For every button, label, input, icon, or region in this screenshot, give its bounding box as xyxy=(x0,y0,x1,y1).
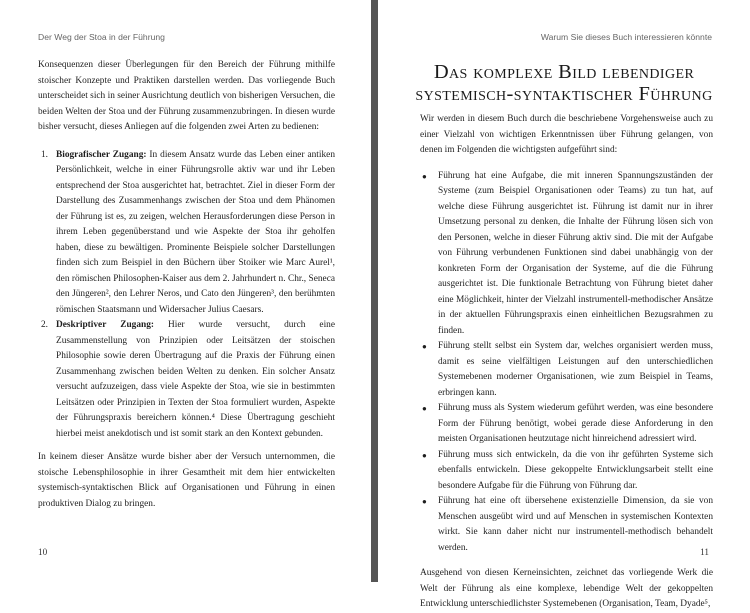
left-intro-paragraph: Konsequenzen dieser Überlegungen für den Bereich der Führung mithilfe stoischer Konzepte und Praktiken darstellen werden. Das vorliegende Buch unterscheidet sich in seiner Ausrichtung deutlich von bisherigen Versuchen, die beiden Welten der Stoa und der Führung zusammenzubringen. In diesen wurde bisher versucht, dieses Anliegen auf die folgenden zwei Arten zu bedienen: xyxy=(38,60,335,132)
bullet-icon: ● xyxy=(422,404,427,413)
chapter-title-line-1: Das komplexe Bild lebendiger xyxy=(433,61,695,83)
bullet-text: Führung muss sich entwickeln, da die von ihr geführten Systeme sich ebenfalls entwickeln. Diese gekoppelte Entwicklungsarbeit stellt eine besondere Aufgabe für die Führung von Führung dar. xyxy=(438,449,713,491)
left-closing-paragraph: In keinem dieser Ansätze wurde bisher aber der Versuch unternommen, die stoische Lebensphilosophie in ihrer Gesamtheit mit dem hier entwickelten systemisch-syntaktischen Blick auf Organisationen und Führung in einen produktiven Dialog zu bringen. xyxy=(38,452,335,509)
list-item-text: Hier wurde versucht, durch eine Zusammenstellung von Prinzipien oder Leitsätzen der stoischen Philosophie sowie deren Übertragung auf die Praxis der Führung einen Zusammenhang zwischen beiden Welten zu denken. Ein solcher Ansatz versucht aufzuzeigen, dass viele Aspekte der Stoa, wie sie in bestimmten Leitsätzen oder Prinzipien in Texten der Stoa formuliert wurden, Aspekte der Führungspraxis bereichern können.⁴ Diese Übertragung geschieht hierbei meist anekdotisch und ist somit stark an den Kontext gebunden. xyxy=(56,320,335,439)
chapter-title xyxy=(378,61,750,105)
book-gutter xyxy=(371,0,378,582)
approaches-list xyxy=(38,148,335,443)
bullet-icon: ● xyxy=(422,450,427,460)
bullet-icon: ● xyxy=(422,497,427,506)
bullet-text: Führung stellt selbst ein System dar, welches organisiert werden muss, damit es seine vielfältigen Leistungen auf den unterschiedlichen Systemebenen moderner Organisationen, wie zum Beispiel in Teams, erbringen kann. xyxy=(438,341,713,398)
bullet-icon: ● xyxy=(422,342,427,351)
bullet-item xyxy=(420,169,713,340)
list-item-text: In diesem Ansatz wurde das Leben einer antiken Persönlichkeit, welche in einer Führungsrolle aktiv war und ihr Leben entsprechend der Stoa ausgerichtet hat, betrachtet. Ziel in dieser Form der Darstellung des Zusammenhangs zwischen der Stoa und dem Phänomen der Führung ist es, zu zeigen, welchen Herausforderungen diese Person in ihrem Leben gegenüberstand und wie Aspekte der Stoa ihr geholfen haben, diese zu bewältigen. Prominente Beispiele solcher Darstellungen finden sich zum Beispiel in den Büchern über Stoiker wie Marc Aurel¹, den römischen Philosophen-Kaiser aus dem 2. Jahrhundert n. Chr., Seneca den Jüngeren², den Lehrer Neros, und Cato den Jüngeren³, den berühmten römischen Staatsmann und Widersacher Julius Caesars. xyxy=(56,149,335,315)
left-running-head: Der Weg der Stoa in der Führung xyxy=(38,32,165,42)
bullet-item xyxy=(420,494,713,556)
right-body-text xyxy=(420,112,713,613)
left-page xyxy=(0,0,371,582)
list-number: 1. xyxy=(41,149,49,160)
insights-bullet-list xyxy=(420,169,713,557)
bullet-icon: ● xyxy=(422,171,427,181)
right-running-head: Warum Sie dieses Buch interessieren könnte xyxy=(540,32,712,42)
approach-item-biographical xyxy=(38,148,335,319)
left-body-text xyxy=(38,58,335,512)
list-item-lead: Biografischer Zugang: xyxy=(56,149,147,160)
bullet-text: Führung hat eine oft übersehene existenzielle Dimension, da sie von Menschen ausgeübt wird und auf Menschen in systemischen Kontexten wirkt. Sie kann daher nicht nur instrumentell-methodisch behandelt werden. xyxy=(438,496,713,553)
bullet-item xyxy=(420,448,713,495)
left-page-number: 10 xyxy=(38,547,48,557)
approach-item-descriptive xyxy=(38,318,335,442)
right-closing-paragraph: Ausgehend von diesen Kerneinsichten, zeichnet das vorliegende Werk die Welt der Führung als eine komplexe, lebendige Welt der gekoppelten Entwicklung unterschiedlichster Systemebenen (Organisation, Team, Dyade⁵, xyxy=(420,568,713,609)
right-page-number: 11 xyxy=(700,547,709,557)
list-item-lead: Deskriptiver Zugang: xyxy=(56,320,154,330)
bullet-item xyxy=(420,339,713,401)
chapter-title-line-2: systemisch-syntaktischer Führung xyxy=(415,83,713,105)
bullet-item xyxy=(420,401,713,448)
list-number: 2. xyxy=(41,320,49,330)
bullet-text: Führung muss als System wiederum geführt werden, was eine besondere Form der Führung benötigt, wobei gerade diese Anforderung in den meisten Organisationen heutzutage nicht hinreichend adressiert wird. xyxy=(438,403,713,444)
bullet-text: Führung hat eine Aufgabe, die mit inneren Spannungszuständen der Systeme (zum Beispiel Organisationen oder Teams) zu tun hat, auf welche diese Führung ausgerichtet ist. Führung ist damit nur in ihrer Umsetzung personal zu denken, die Inhalte der Führung lösen sich von den Personen, welche in dieser Führung aktiv sind. Die mit der Aufgabe von Führung verbundenen Funktionen sind dabei unabhängig von der konkreten Form der Organisation der Systeme, auf die die Führung ausgerichtet ist. Die funktionale Betrachtung von Führung bietet daher eine Möglichkeit, hinter der Vielzahl instrumentell-methodischer Ansätze in der aktuellen Führungspraxis einen einheitlichen Bezugsrahmen zu finden. xyxy=(438,170,713,336)
right-intro-paragraph: Wir werden in diesem Buch durch die beschriebene Vorgehensweise auch zu einer Vielzahl von wichtigen Erkenntnissen über Führung gelangen, von denen im Folgenden die wichtigsten aufgeführt sind: xyxy=(420,114,713,155)
